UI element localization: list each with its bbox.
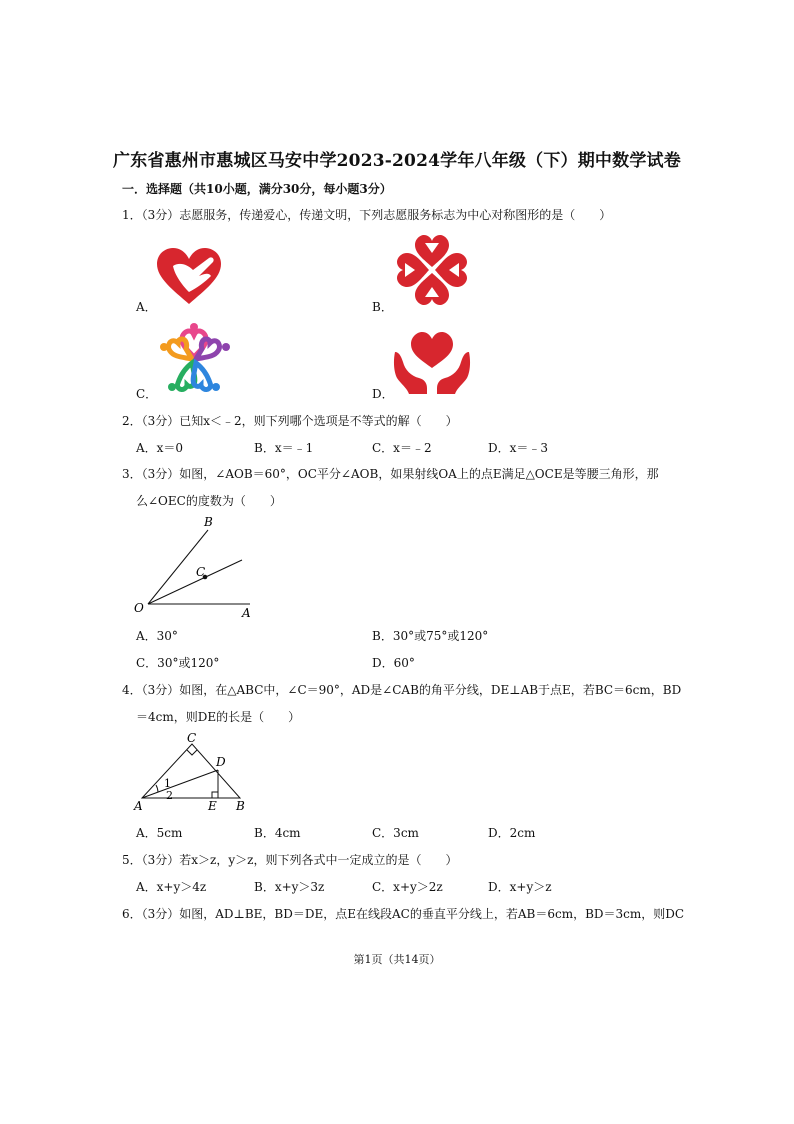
heart-hand-logo-icon	[153, 246, 225, 308]
q2-option-c: C．x＝﹣2	[372, 441, 432, 455]
q1-option-c: C．	[136, 387, 158, 401]
question-1-text: 1．（3分）志愿服务，传递爱心，传递文明，下列志愿服务标志为中心对称图形的是（ ）	[122, 208, 612, 222]
q1-option-b: B．	[372, 300, 393, 314]
four-hearts-clover-logo-icon	[393, 231, 471, 309]
question-2-text: 2．（3分）已知x＜﹣2，则下列哪个选项是不等式的解（ ）	[122, 414, 458, 428]
page-footer: 第1页（共14页）	[353, 953, 441, 966]
q4-option-d: D．2cm	[488, 826, 536, 840]
q4-label-b: B	[236, 799, 245, 813]
page-title: 广东省惠州市惠城区马安中学2023-2024学年八年级（下）期中数学试卷	[113, 151, 681, 171]
q4-label-d: D	[216, 755, 226, 769]
q4-label-a: A	[134, 799, 143, 813]
q4-option-a: A．5cm	[136, 826, 183, 840]
q4-label-angle-1: 1	[164, 777, 171, 790]
question-3-line-1: 3．（3分）如图，∠AOB＝60°，OC平分∠AOB，如果射线OA上的点E满足△OCE是等腰三角形，那	[122, 467, 659, 481]
q3-angle-figure	[130, 510, 260, 622]
q3-option-d: D．60°	[372, 656, 415, 670]
section-heading: 一．选择题（共10小题，满分30分，每小题3分）	[122, 182, 392, 196]
q3-option-a: A．30°	[136, 629, 178, 643]
q3-label-b: B	[204, 515, 213, 529]
hands-holding-heart-logo-icon	[393, 330, 471, 396]
q4-option-b: B．4cm	[254, 826, 301, 840]
q5-option-c: C．x+y＞2z	[372, 880, 443, 894]
q3-option-b: B．30°或75°或120°	[372, 629, 489, 643]
q2-option-a: A．x＝0	[136, 441, 184, 455]
colorful-hearts-flower-logo-icon	[156, 321, 232, 395]
question-4-line-2: ＝4cm，则DE的长是（ ）	[136, 710, 301, 724]
q1-option-d: D．	[372, 387, 394, 401]
q5-option-b: B．x+y＞3z	[254, 880, 325, 894]
q2-option-d: D．x＝﹣3	[488, 441, 549, 455]
q5-option-d: D．x+y＞z	[488, 880, 552, 894]
q5-option-a: A．x+y＞4z	[136, 880, 207, 894]
q3-option-c: C．30°或120°	[136, 656, 220, 670]
q4-label-angle-2: 2	[166, 789, 173, 802]
q3-label-o: O	[134, 601, 144, 615]
q4-triangle-figure	[130, 728, 260, 816]
q4-label-e: E	[208, 799, 217, 813]
q4-label-c: C	[187, 731, 197, 745]
question-4-line-1: 4．（3分）如图，在△ABC中，∠C＝90°，AD是∠CAB的角平分线，DE⊥AB于点E，若BC＝6cm，BD	[122, 683, 682, 697]
question-6-text: 6．（3分）如图，AD⊥BE，BD＝DE，点E在线段AC的垂直平分线上，若AB＝6cm，BD＝3cm，则DC	[122, 907, 685, 921]
question-5-text: 5．（3分）若x＞z，y＞z，则下列各式中一定成立的是（ ）	[122, 853, 458, 867]
q3-label-a: A	[242, 606, 251, 620]
q3-label-c: C	[196, 565, 206, 579]
q2-option-b: B．x＝﹣1	[254, 441, 314, 455]
q4-option-c: C．3cm	[372, 826, 419, 840]
question-3-line-2: 么∠OEC的度数为（ ）	[136, 494, 282, 508]
q1-option-a: A．	[136, 300, 157, 314]
